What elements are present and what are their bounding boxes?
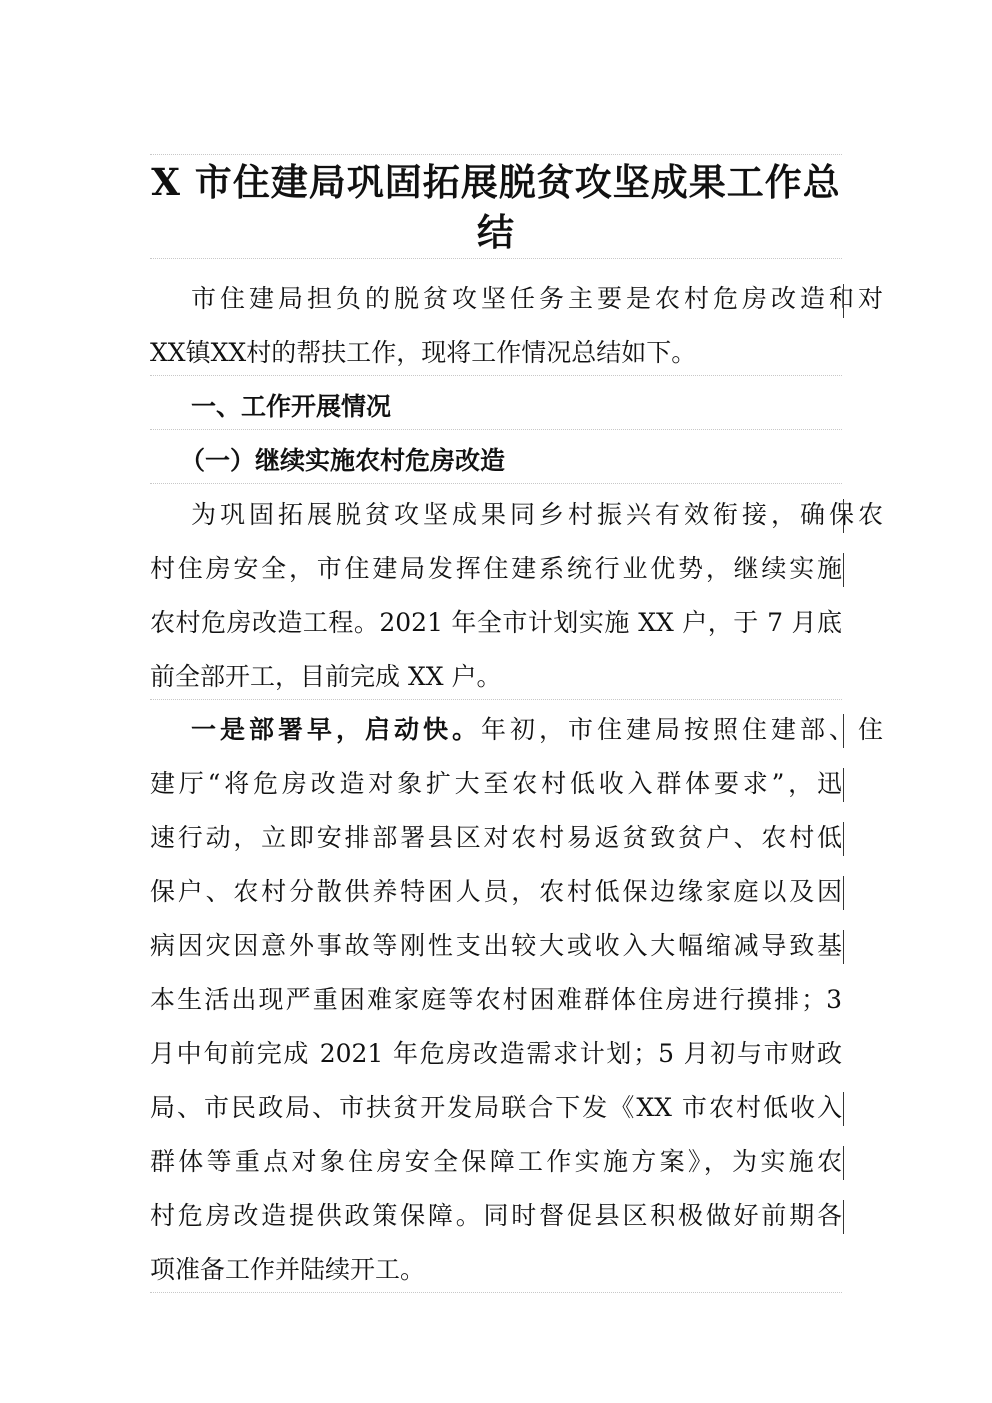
paragraph-2-line-5: 病因灾因意外事故等刚性支出较大或收入大幅缩减导致基	[150, 931, 842, 960]
margin-bar	[843, 822, 844, 856]
margin-bar	[843, 553, 844, 587]
intro-line-1: 市住建局担负的脱贫攻坚任务主要是农村危房改造和对	[191, 284, 883, 313]
separator	[150, 375, 842, 376]
paragraph-2-line-9: 群体等重点对象住房安全保障工作实施方案》，为实施农	[150, 1147, 842, 1176]
paragraph-2-lead: 一是部署早，启动快。	[191, 715, 481, 744]
margin-bar	[843, 768, 844, 802]
paragraph-1-line-2: 村住房安全，市住建局发挥住建系统行业优势，继续实施	[150, 554, 842, 583]
paragraph-2-line-6: 本生活出现严重困难家庭等农村困难群体住房进行摸排；3	[150, 985, 842, 1014]
separator	[150, 429, 842, 430]
paragraph-2-line-10: 村危房改造提供政策保障。同时督促县区积极做好前期各	[150, 1201, 842, 1230]
margin-bar	[843, 499, 844, 533]
paragraph-1-line-4: 前全部开工，目前完成 XX 户。	[150, 662, 502, 691]
paragraph-1-line-3: 农村危房改造工程。2021 年全市计划实施 XX 户，于 7 月底	[150, 608, 842, 637]
paragraph-2-line-3: 速行动，立即安排部署县区对农村易返贫致贫户、农村低	[150, 823, 842, 852]
paragraph-2-line-2: 建厅“将危房改造对象扩大至农村低收入群体要求”，迅	[150, 769, 842, 798]
paragraph-2-line-8: 局、市民政局、市扶贫开发局联合下发《XX 市农村低收入	[150, 1093, 842, 1122]
margin-bar	[843, 1200, 844, 1234]
paragraph-2-line-1	[150, 714, 883, 746]
paragraph-1-line-1: 为巩固拓展脱贫攻坚成果同乡村振兴有效衔接，确保农	[191, 500, 883, 529]
margin-bar	[843, 876, 844, 910]
paragraph-2-line-4: 保户、农村分散供养特困人员，农村低保边缘家庭以及因	[150, 877, 842, 906]
separator	[150, 1292, 842, 1293]
document-title-line-1: X 市住建局巩固拓展脱贫攻坚成果工作总	[151, 160, 841, 204]
intro-line-2: XX镇XX村的帮扶工作，现将工作情况总结如下。	[150, 338, 697, 367]
margin-bar	[843, 1146, 844, 1180]
margin-bar	[843, 930, 844, 964]
document-title-line-2: 结	[477, 210, 515, 254]
separator	[150, 258, 842, 259]
section-heading: 一、工作开展情况	[191, 392, 392, 421]
paragraph-2-line-1-text: 年初，市住建局按照住建部、住	[481, 715, 883, 744]
separator	[150, 483, 842, 484]
paragraph-2-line-11: 项准备工作并陆续开工。	[150, 1255, 426, 1284]
separator	[150, 154, 842, 155]
margin-bar	[843, 714, 844, 748]
margin-bar	[843, 1092, 844, 1126]
separator	[150, 699, 842, 700]
subsection-heading: （一）继续实施农村危房改造	[180, 446, 506, 475]
paragraph-2-line-7: 月中旬前完成 2021 年危房改造需求计划；5 月初与市财政	[150, 1039, 842, 1068]
margin-bar	[843, 284, 844, 318]
